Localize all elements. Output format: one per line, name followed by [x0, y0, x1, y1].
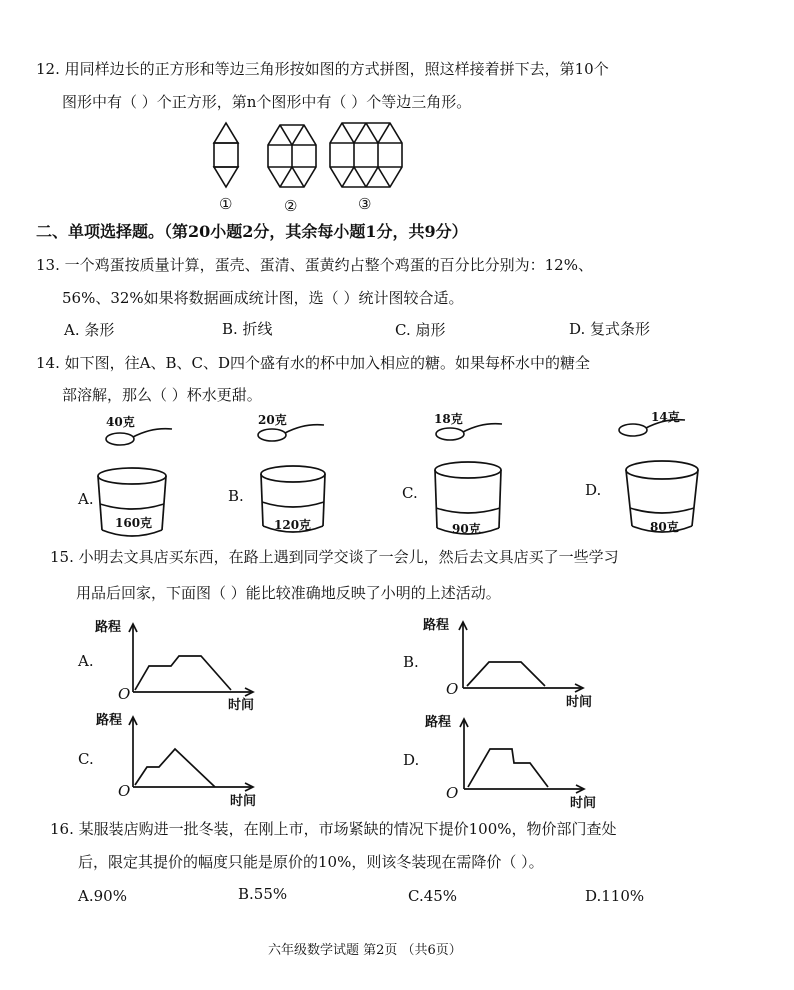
- section2-heading: 二、单项选择题。（第20小题2分，其余每小题1分，共9分）: [36, 222, 468, 241]
- q14-line2: 部溶解，那么（ ）杯水更甜。: [62, 386, 262, 404]
- q16-option-d[interactable]: D.110%: [585, 887, 645, 905]
- q12-figures: [200, 115, 440, 215]
- cup-c-letter[interactable]: C.: [402, 484, 418, 502]
- figure-3-shape: [330, 123, 402, 187]
- graph-a-xlabel: 时间: [228, 698, 255, 713]
- q13-line1: 13. 一个鸡蛋按质量计算，蛋壳、蛋清、蛋黄约占整个鸡蛋的百分比分别为：12%、: [36, 256, 593, 274]
- cup-d-letter[interactable]: D.: [585, 481, 602, 499]
- graph-c-plot: [125, 713, 260, 793]
- cup-d-water: 80克: [650, 520, 679, 534]
- figure-1-label: ①: [219, 195, 233, 213]
- spoon-b-icon: [252, 421, 327, 449]
- cup-b-letter[interactable]: B.: [228, 487, 244, 505]
- q13-line2: 56%、32%如果将数据画成统计图，选（ ）统计图较合适。: [62, 289, 464, 307]
- graph-a-letter[interactable]: A.: [78, 652, 94, 670]
- graph-c-xlabel: 时间: [230, 794, 257, 809]
- q16-option-c[interactable]: C.45%: [408, 887, 458, 905]
- spoon-d-icon: [613, 416, 688, 444]
- q16-option-b[interactable]: B.55%: [238, 885, 288, 903]
- graph-b-letter[interactable]: B.: [403, 653, 419, 671]
- graph-a-origin: O: [118, 685, 131, 703]
- spoon-c-icon: [430, 420, 505, 448]
- graph-b-plot: [455, 618, 590, 694]
- cup-a-water: 160克: [115, 516, 153, 530]
- q13-option-c[interactable]: C. 扇形: [395, 321, 446, 339]
- cup-d-sugar: 14克: [651, 410, 680, 424]
- cup-b-sugar: 20克: [258, 413, 287, 427]
- graph-c-ylabel: 路程: [96, 713, 123, 728]
- q15-line1: 15. 小明去文具店买东西，在路上遇到同学交谈了一会儿，然后去文具店买了一些学习: [50, 548, 619, 566]
- graph-b-xlabel: 时间: [566, 695, 593, 710]
- graph-d-ylabel: 路程: [425, 715, 452, 730]
- page-footer: 六年级数学试题 第2页 （共6页）: [268, 943, 462, 958]
- q13-option-d[interactable]: D. 复式条形: [569, 320, 651, 338]
- spoon-a-icon: [100, 425, 175, 453]
- graph-b-ylabel: 路程: [423, 618, 450, 633]
- q16-line1: 16. 某服装店购进一批冬装，在刚上市，市场紧缺的情况下提价100%，物价部门查处: [50, 820, 617, 838]
- cup-c-water: 90克: [452, 522, 481, 536]
- graph-c-letter[interactable]: C.: [78, 750, 94, 768]
- q14-line1: 14. 如下图，往A、B、C、D四个盛有水的杯中加入相应的糖。如果每杯水中的糖全: [36, 354, 590, 372]
- graph-c-origin: O: [118, 782, 131, 800]
- q12-line2: 图形中有（ ）个正方形，第n个图形中有（ ）个等边三角形。: [62, 93, 472, 111]
- figure-2-label: ②: [284, 197, 298, 215]
- figure-3-label: ③: [358, 195, 372, 213]
- q12-line1: 12. 用同样边长的正方形和等边三角形按如图的方式拼图，照这样接着拼下去，第10个: [36, 60, 609, 78]
- figure-2-shape: [268, 125, 316, 187]
- cup-c-sugar: 18克: [434, 412, 463, 426]
- graph-d-origin: O: [446, 784, 459, 802]
- q13-option-a[interactable]: A. 条形: [64, 321, 115, 339]
- graph-d-xlabel: 时间: [570, 796, 597, 811]
- cup-a-icon: [92, 464, 172, 546]
- figure-1-shape: [214, 123, 238, 187]
- q16-option-a[interactable]: A.90%: [78, 887, 127, 905]
- cup-b-water: 120克: [274, 518, 312, 532]
- cup-a-letter[interactable]: A.: [78, 490, 94, 508]
- graph-b-origin: O: [446, 680, 459, 698]
- q15-line2: 用品后回家，下面图（ ）能比较准确地反映了小明的上述活动。: [76, 584, 501, 602]
- graph-a-plot: [125, 620, 260, 698]
- graph-d-plot: [456, 715, 591, 795]
- graph-a-ylabel: 路程: [95, 620, 122, 635]
- q13-option-b[interactable]: B. 折线: [222, 320, 273, 338]
- graph-d-letter[interactable]: D.: [403, 751, 420, 769]
- cup-a-sugar: 40克: [106, 415, 135, 429]
- q16-line2: 后，限定其提价的幅度只能是原价的10%，则该冬装现在需降价（ ）。: [78, 853, 544, 871]
